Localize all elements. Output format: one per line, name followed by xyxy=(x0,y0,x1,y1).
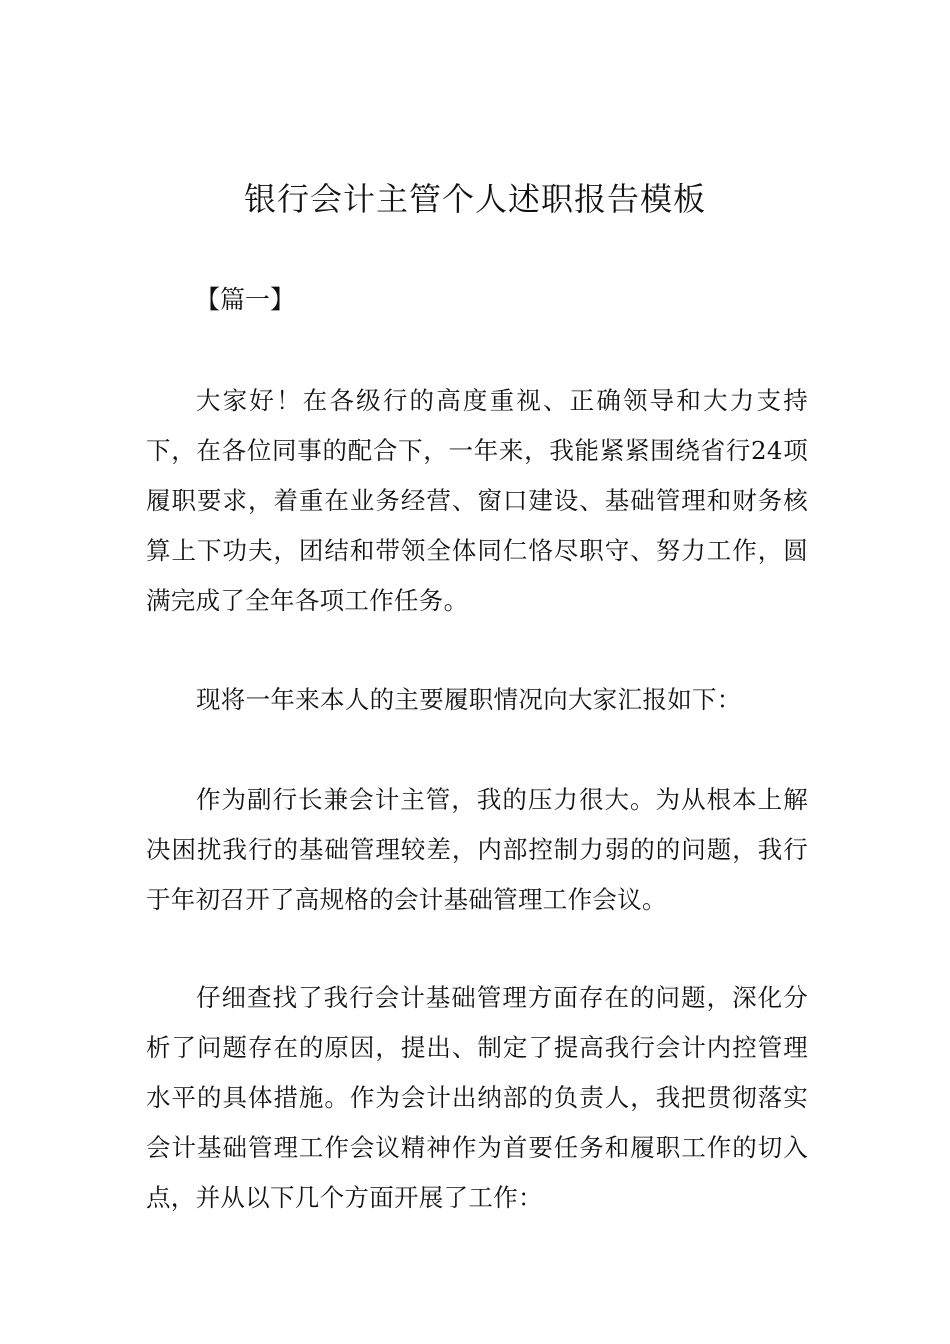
paragraph-greeting: 大家好！在各级行的高度重视、正确领导和大力支持下，在各位同事的配合下，一年来，我能紧紧围绕省行24项履职要求，着重在业务经营、窗口建设、基础管理和财务核算上下功夫，团结和带领全体同仁恪尽职守、努力工作，圆满完成了全年各项工作任务。 xyxy=(146,386,808,615)
paragraph-intro: 现将一年来本人的主要履职情况向大家汇报如下： xyxy=(196,685,742,714)
paragraph-analysis: 仔细查找了我行会计基础管理方面存在的问题，深化分析了问题存在的原因，提出、制定了提高我行会计内控管理水平的具体措施。作为会计出纳部的负责人，我把贯彻落实会计基础管理工作会议精神作为首要任务和履职工作的切入点，并从以下几个方面开展了工作： xyxy=(146,983,808,1212)
section-label: 【篇一】 xyxy=(195,285,296,314)
document-title: 银行会计主管个人述职报告模板 xyxy=(243,180,706,218)
paragraph-role: 作为副行长兼会计主管，我的压力很大。为从根本上解决困扰我行的基础管理较差，内部控制力弱的的问题，我行于年初召开了高规格的会计基础管理工作会议。 xyxy=(146,785,808,914)
